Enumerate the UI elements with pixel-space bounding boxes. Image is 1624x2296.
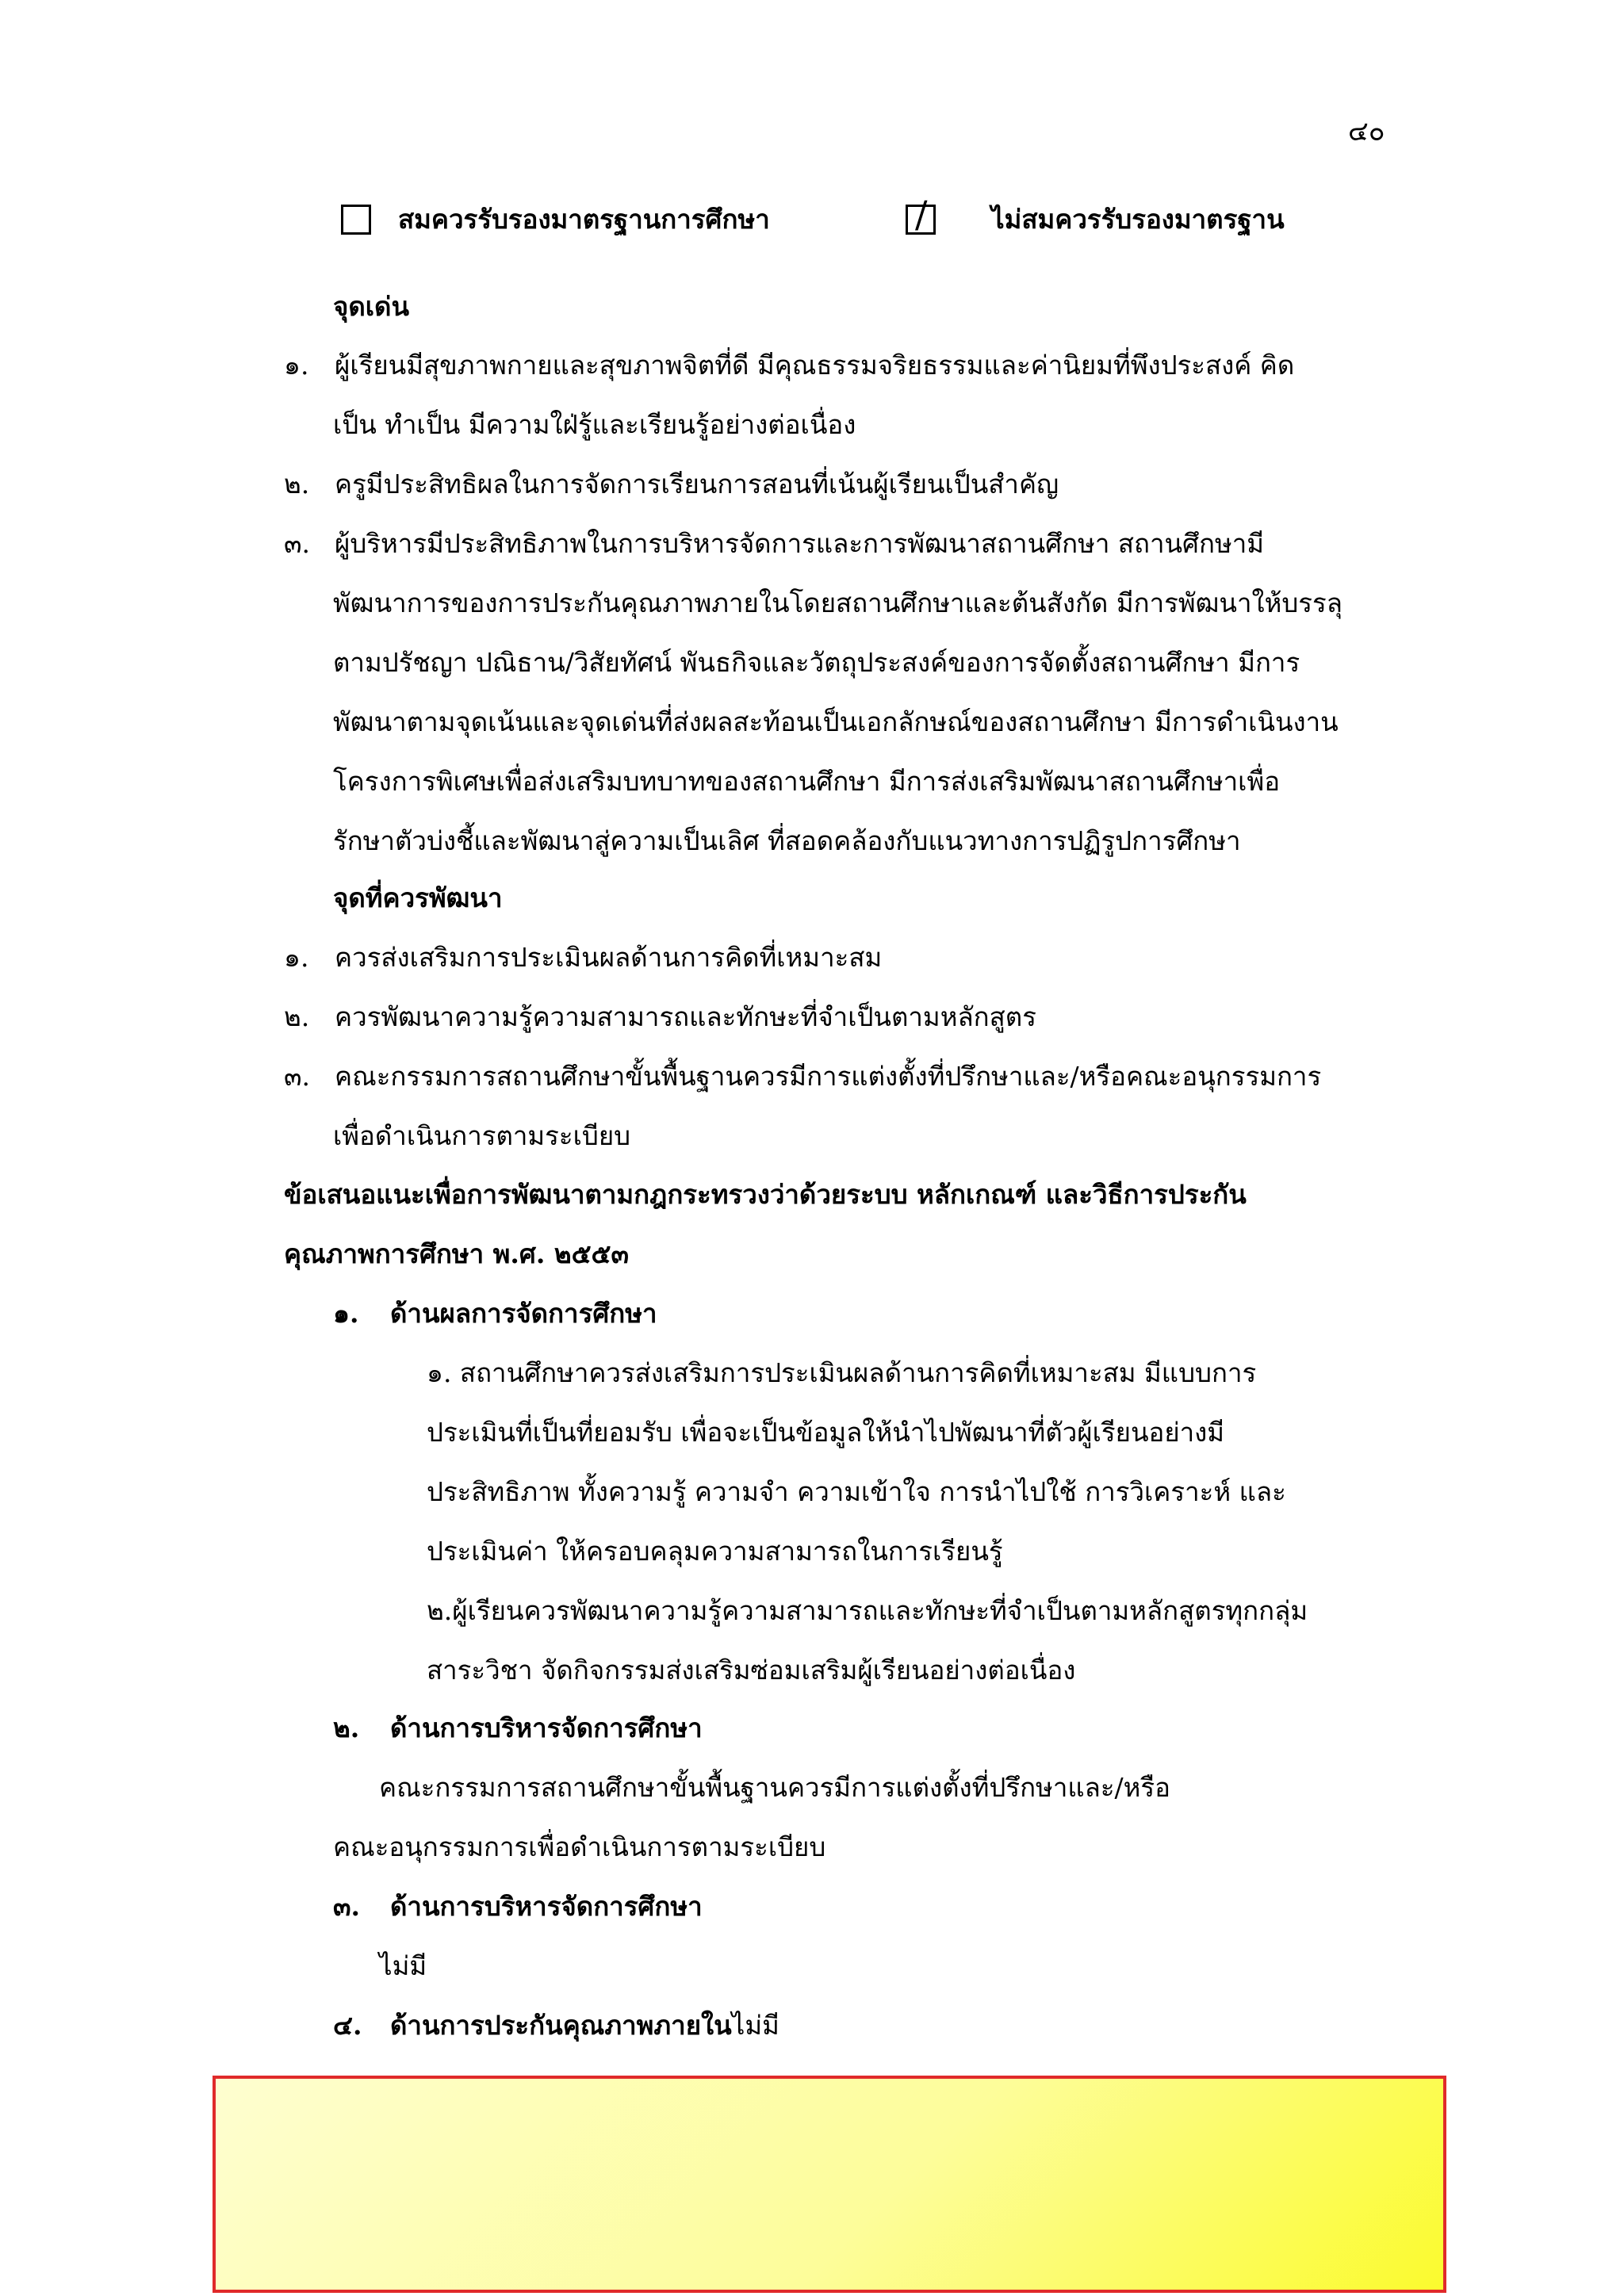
improvement-item bbox=[284, 1061, 1321, 1093]
list-item-text: ผู้เรียนมีสุขภาพกายและสุขภาพจิตที่ดี มีคุณธรรมจริยธรรมและค่านิยมที่พึงประสงค์ คิด bbox=[335, 350, 1295, 381]
list-number: ๓. bbox=[284, 528, 311, 559]
rating-option-certified[interactable] bbox=[341, 198, 770, 240]
list-number: ๓. bbox=[284, 1061, 311, 1092]
list-item-text: ผู้บริหารมีประสิทธิภาพในการบริหารจัดการและการพัฒนาสถานศึกษา สถานศึกษามี bbox=[335, 528, 1265, 559]
recommendation-text: คณะอนุกรรมการเพื่อดำเนินการตามระเบียบ bbox=[333, 1831, 826, 1862]
improvements-heading: จุดที่ควรพัฒนา bbox=[333, 882, 503, 913]
checkbox-not-certified[interactable] bbox=[906, 192, 936, 235]
highlight-box bbox=[213, 2076, 1446, 2293]
rating-options bbox=[341, 192, 1372, 246]
list-item-text: ตามปรัชญา ปณิธาน/วิสัยทัศน์ พันธกิจและวัตถุประสงค์ของการจัดตั้งสถานศึกษา มีการ bbox=[333, 647, 1300, 678]
section-title: ด้านการประกันคุณภาพภายใน bbox=[390, 2010, 732, 2041]
list-item-text: พัฒนาการของการประกันคุณภาพภายในโดยสถานศึกษาและต้นสังกัด มีการพัฒนาให้บรรลุ bbox=[333, 587, 1342, 618]
recommendations-heading: คุณภาพการศึกษา พ.ศ. ๒๕๕๓ bbox=[284, 1238, 630, 1269]
list-number: ๒. bbox=[284, 469, 310, 499]
list-item-text: ควรพัฒนาความรู้ความสามารถและทักษะที่จำเป็นตามหลักสูตร bbox=[335, 1001, 1036, 1032]
section-title: ด้านการบริหารจัดการศึกษา bbox=[390, 1891, 703, 1922]
list-item-text: ครูมีประสิทธิผลในการจัดการเรียนการสอนที่เน้นผู้เรียนเป็นสำคัญ bbox=[335, 469, 1059, 499]
recommendation-text: ไม่มี bbox=[379, 1950, 427, 1981]
list-number: ๒. bbox=[284, 1001, 310, 1032]
rating-option-not-certified[interactable] bbox=[906, 192, 1285, 240]
list-item-text: พัฒนาตามจุดเน้นและจุดเด่นที่ส่งผลสะท้อนเป็นเอกลักษณ์ของสถานศึกษา มีการดำเนินงาน bbox=[333, 706, 1339, 737]
strengths-heading: จุดเด่น bbox=[333, 291, 410, 322]
list-item-text: โครงการพิเศษเพื่อส่งเสริมบทบาทของสถานศึกษา มีการส่งเสริมพัฒนาสถานศึกษาเพื่อ bbox=[333, 766, 1281, 797]
section-number: ๒. bbox=[333, 1712, 360, 1743]
section-suffix: ไม่มี bbox=[731, 2010, 779, 2041]
section-number: ๔. bbox=[333, 2010, 362, 2041]
list-item-text: รักษาตัวบ่งชี้และพัฒนาสู่ความเป็นเลิศ ที่สอดคล้องกับแนวทางการปฏิรูปการศึกษา bbox=[333, 825, 1241, 856]
section-heading bbox=[333, 2010, 779, 2042]
section-number: ๑. bbox=[333, 1298, 359, 1329]
checkbox-certified[interactable] bbox=[341, 205, 371, 235]
recommendations-heading: ข้อเสนอแนะเพื่อการพัฒนาตามกฎกระทรวงว่าด้วยระบบ หลักเกณฑ์ และวิธีการประกัน bbox=[284, 1179, 1247, 1210]
section-heading bbox=[333, 1712, 703, 1744]
recommendation-text: ๑. สถานศึกษาควรส่งเสริมการประเมินผลด้านการคิดที่เหมาะสม มีแบบการ bbox=[427, 1357, 1257, 1388]
list-number: ๑. bbox=[284, 942, 309, 973]
recommendation-text: ๒.ผู้เรียนควรพัฒนาความรู้ความสามารถและทักษะที่จำเป็นตามหลักสูตรทุกกลุ่ม bbox=[427, 1595, 1308, 1626]
page-number: ๔๐ bbox=[1348, 116, 1385, 147]
section-title: ด้านผลการจัดการศึกษา bbox=[390, 1298, 657, 1329]
list-item-text: เพื่อดำเนินการตามระเบียบ bbox=[333, 1120, 631, 1151]
recommendation-text: ประสิทธิภาพ ทั้งความรู้ ความจำ ความเข้าใจ การนำไปใช้ การวิเคราะห์ และ bbox=[427, 1476, 1286, 1507]
check-mark-icon: / bbox=[915, 192, 928, 235]
recommendation-text: สาระวิชา จัดกิจกรรมส่งเสริมซ่อมเสริมผู้เรียนอย่างต่อเนื่อง bbox=[427, 1655, 1076, 1686]
section-heading bbox=[333, 1298, 657, 1330]
recommendation-text: ประเมินที่เป็นที่ยอมรับ เพื่อจะเป็นข้อมูลให้นำไปพัฒนาที่ตัวผู้เรียนอย่างมี bbox=[427, 1417, 1225, 1448]
improvement-item bbox=[284, 942, 882, 974]
improvement-item bbox=[284, 1001, 1036, 1033]
section-heading bbox=[333, 1891, 703, 1923]
list-item-text: คณะกรรมการสถานศึกษาขั้นพื้นฐานควรมีการแต่งตั้งที่ปรึกษาและ/หรือคณะอนุกรรมการ bbox=[335, 1061, 1322, 1092]
strength-item bbox=[284, 469, 1059, 500]
section-number: ๓. bbox=[333, 1891, 361, 1922]
list-number: ๑. bbox=[284, 350, 309, 381]
recommendation-text: ประเมินค่า ให้ครอบคลุมความสามารถในการเรียนรู้ bbox=[427, 1536, 1003, 1567]
list-item-text: เป็น ทำเป็น มีความใฝ่รู้และเรียนรู้อย่างต่อเนื่อง bbox=[333, 409, 856, 440]
rating-label-not-certified: ไม่สมควรรับรองมาตรฐาน bbox=[991, 204, 1285, 235]
rating-label-certified: สมควรรับรองมาตรฐานการศึกษา bbox=[398, 204, 770, 235]
list-item-text: ควรส่งเสริมการประเมินผลด้านการคิดที่เหมาะสม bbox=[335, 942, 883, 973]
section-title: ด้านการบริหารจัดการศึกษา bbox=[390, 1712, 703, 1743]
recommendation-text: คณะกรรมการสถานศึกษาขั้นพื้นฐานควรมีการแต่งตั้งที่ปรึกษาและ/หรือ bbox=[379, 1772, 1170, 1803]
strength-item bbox=[284, 528, 1264, 560]
strength-item bbox=[284, 350, 1294, 381]
